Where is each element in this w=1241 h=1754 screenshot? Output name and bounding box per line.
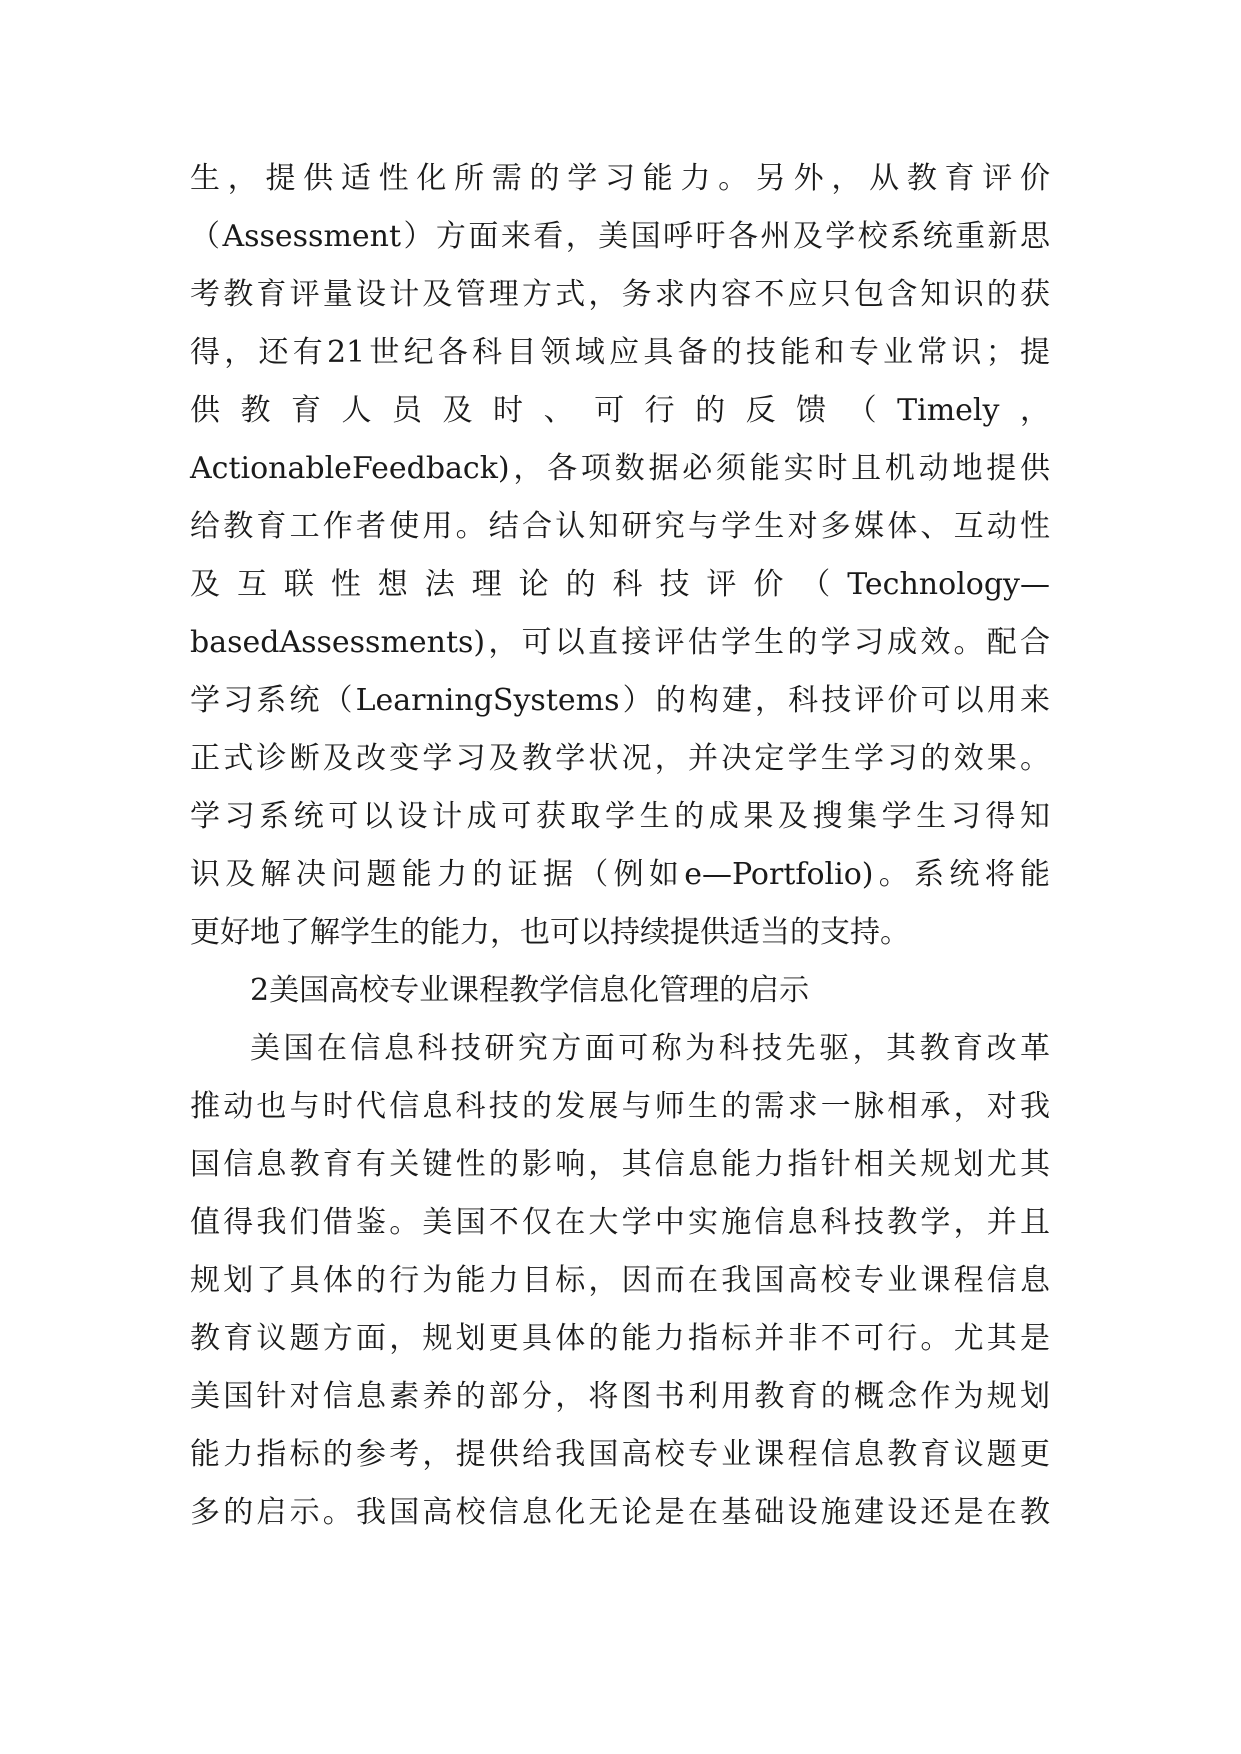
paragraph-1-line-7: 给教育工作者使用。结合认知研究与学生对多媒体、互动性 — [190, 509, 1050, 544]
paragraph-2-line-1: 美国在信息科技研究方面可称为科技先驱，其教育改革 — [250, 1031, 1050, 1066]
paragraph-1-line-14: 更好地了解学生的能力，也可以持续提供适当的支持。 — [190, 915, 910, 950]
paragraph-1-line-13: 识及解决问题能力的证据（例如e—Portfolio)。系统将能 — [190, 857, 1050, 892]
paragraph-2-line-7: 美国针对信息素养的部分，将图书利用教育的概念作为规划 — [190, 1379, 1050, 1414]
paragraph-1-line-6: ActionableFeedback)，各项数据必须能实时且机动地提供 — [190, 451, 1050, 486]
paragraph-2-line-9: 多的启示。我国高校信息化无论是在基础设施建设还是在教 — [190, 1495, 1050, 1530]
section-heading: 2美国高校专业课程教学信息化管理的启示 — [250, 973, 810, 1008]
paragraph-2-line-6: 教育议题方面，规划更具体的能力指标并非不可行。尤其是 — [190, 1321, 1050, 1356]
paragraph-2-line-5: 规划了具体的行为能力目标，因而在我国高校专业课程信息 — [190, 1263, 1050, 1298]
paragraph-1-line-2: （Assessment）方面来看，美国呼吁各州及学校系统重新思 — [190, 219, 1050, 254]
paragraph-1-line-12: 学习系统可以设计成可获取学生的成果及搜集学生习得知 — [190, 799, 1050, 834]
paragraph-1-line-11: 正式诊断及改变学习及教学状况，并决定学生学习的效果。 — [190, 741, 1050, 776]
paragraph-1-line-5: 供教育人员及时、可行的反馈（Timely， — [190, 393, 1050, 428]
paragraph-2-line-3: 国信息教育有关键性的影响，其信息能力指针相关规划尤其 — [190, 1147, 1050, 1182]
paragraph-1-line-8: 及互联性想法理论的科技评价（Technology— — [190, 567, 1050, 602]
paragraph-1-line-1: 生，提供适性化所需的学习能力。另外，从教育评价 — [190, 161, 1050, 196]
paragraph-1-line-4: 得，还有21世纪各科目领域应具备的技能和专业常识；提 — [190, 335, 1050, 370]
paragraph-1-line-3: 考教育评量设计及管理方式，务求内容不应只包含知识的获 — [190, 277, 1050, 312]
paragraph-1-line-10: 学习系统（LearningSystems）的构建，科技评价可以用来 — [190, 683, 1050, 718]
paragraph-2-line-8: 能力指标的参考，提供给我国高校专业课程信息教育议题更 — [190, 1437, 1050, 1472]
paragraph-2-line-2: 推动也与时代信息科技的发展与师生的需求一脉相承，对我 — [190, 1089, 1050, 1124]
paragraph-1-line-9: basedAssessments)，可以直接评估学生的学习成效。配合 — [190, 625, 1050, 660]
paragraph-2-line-4: 值得我们借鉴。美国不仅在大学中实施信息科技教学，并且 — [190, 1205, 1050, 1240]
